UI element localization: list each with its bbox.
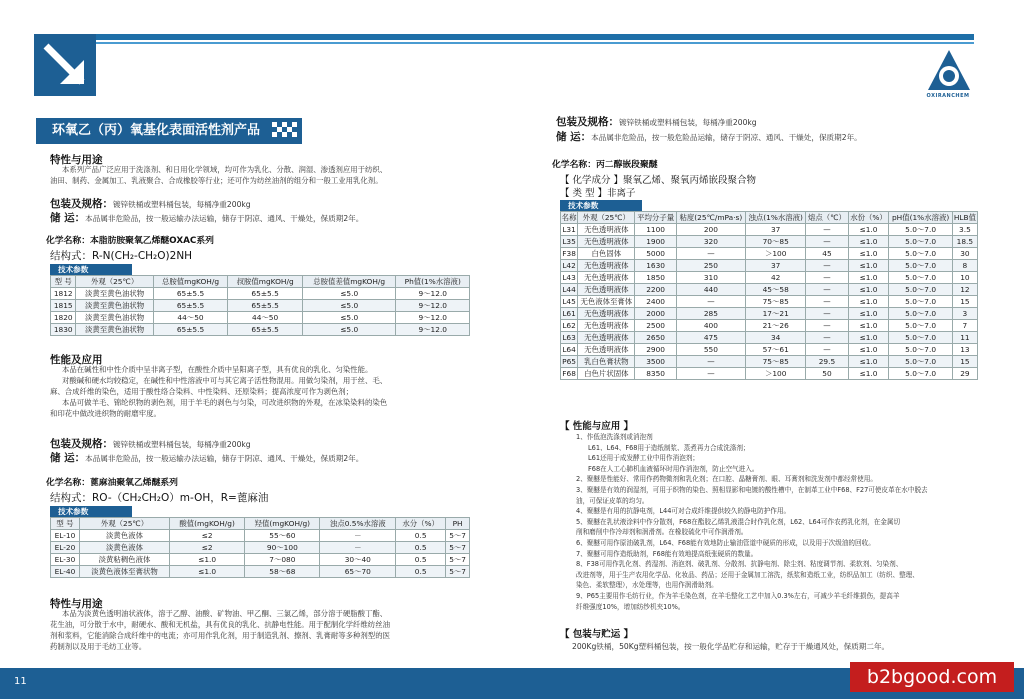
table-row (51, 312, 470, 324)
table-header: 叔胺值mgKOH/g (228, 276, 303, 288)
performance-list (576, 432, 980, 612)
table-cell: ≤5.0 (302, 288, 396, 300)
table-cell: 2400 (635, 296, 676, 308)
text-line: 改进剂等，用于生产农用化学品、化妆品、药品；还用于金属加工溶洗，纸浆和造纸工业，纺织品加工（纺织、整理、 (576, 570, 919, 579)
section-heading: 【 包装与贮运 】 (560, 629, 634, 640)
store-line (50, 206, 470, 225)
table-cell: 淡黄至黄色油状物 (76, 312, 153, 324)
table-cell: 9～12.0 (396, 288, 470, 300)
composition: 【 化学成分 】聚氧乙烯、聚氧丙烯嵌段聚合物 (560, 175, 757, 186)
table-header: 水份（%） (848, 212, 889, 224)
text-line: 和印花中做改进织物的耐磨牢度。 (50, 409, 161, 418)
table-header: pH值(1%水溶液) (889, 212, 952, 224)
table-cell: 5.0～7.0 (889, 332, 952, 344)
table-row (51, 566, 470, 578)
table-title: 技术参数 (560, 200, 642, 211)
table-cell: 1100 (635, 224, 676, 236)
store-text: 本品属非危险品，按一般运输办法运输，储存于阴凉、通风、干燥处，保质期2年。 (85, 214, 364, 223)
text-line: 4、聚醚是有用的抗静电剂，L44可对合成纤维提供较久的静电防护作用。 (576, 507, 791, 516)
chemical-name: 化学名称：本脂肪胺聚氧乙烯醚OXAC系列 (46, 236, 214, 246)
table-header: 浊点(1%水溶液) (746, 212, 806, 224)
table-row (561, 344, 978, 356)
text-line: 本品在碱性和中性介质中呈非离子型，在酸性介质中呈阳离子型，具有优良的乳化、匀染性能。 (62, 365, 373, 374)
table-header: 羟值(mgKOH/g) (245, 518, 320, 530)
table-cell: 白色片状固体 (578, 368, 635, 380)
table-cell: — (806, 284, 848, 296)
text-line: 本品为淡黄色透明油状液体，溶于乙醇、油酸、矿物油、甲乙酮、三氯乙烯，部分溶于硬脂酸丁酯、 (62, 609, 388, 618)
chemical-name: 化学名称：蓖麻油聚氧乙烯醚系列 (46, 478, 178, 488)
table-cell: ＞100 (746, 248, 806, 260)
table-cell: 12 (952, 284, 977, 296)
text-line: 1、作低泡洗涤剂或消泡剂 (576, 433, 653, 441)
table-cell: 55～60 (245, 530, 320, 542)
table-row (51, 300, 470, 312)
table-cell: EL-30 (51, 554, 80, 566)
table-cell: 65±5.5 (153, 300, 228, 312)
table-cell: 200 (676, 224, 745, 236)
text-line: 油田、制药、金属加工、乳液聚合、合成橡胶等行业；还可作为纺丝油剂的组分和一般工业用乳化剂。 (50, 176, 383, 185)
text-line: 麻、合成纤维的染色，适用于酸性络合染料、中性染料、还原染料；提高浓度可作为剥色剂； (50, 387, 354, 396)
section-heading: 特性与用途 (50, 598, 103, 610)
table-cell: — (806, 236, 848, 248)
table-cell: — (676, 368, 745, 380)
table-cell: 5.0～7.0 (889, 368, 952, 380)
table-cell: — (806, 296, 848, 308)
table-cell: 1812 (51, 288, 76, 300)
store-label: 储 运： (50, 212, 86, 224)
company-logo-icon (924, 46, 974, 94)
table-cell: 5.0～7.0 (889, 272, 952, 284)
table-cell: 65±5.5 (153, 324, 228, 336)
table-cell: 30～40 (320, 554, 396, 566)
table-cell: 37 (746, 260, 806, 272)
table-cell: － (320, 530, 396, 542)
table-cell: 无色透明液体 (578, 332, 635, 344)
table-cell: 淡黄色液体 (79, 542, 169, 554)
table-cell: 400 (676, 320, 745, 332)
store-line (50, 446, 470, 465)
table-cell: ≤1.0 (848, 368, 889, 380)
table-cell: ≤5.0 (302, 312, 396, 324)
text-line: 染色、柔软整理），水处理等，也用作润滑助剂。 (576, 581, 718, 590)
table-cell: 42 (746, 272, 806, 284)
table-cell: 9～12.0 (396, 300, 470, 312)
table-cell: — (806, 308, 848, 320)
table-cell: 1830 (51, 324, 76, 336)
table-row (561, 368, 978, 380)
table-cell: — (676, 248, 745, 260)
table-cell: F68 (562, 369, 576, 378)
table-cell: 34 (746, 332, 806, 344)
table-cell: — (806, 272, 848, 284)
table-cell: 2900 (635, 344, 676, 356)
table-cell: 5.0～7.0 (889, 320, 952, 332)
table-cell: ＞100 (746, 368, 806, 380)
table-cell: 3.5 (952, 224, 977, 236)
pack-text: 镀锌铁桶或塑料桶包装，每桶净重200kg (619, 118, 757, 127)
table-row (51, 530, 470, 542)
text-line: 药制剂以及用于毛纺工业等。 (50, 642, 147, 651)
table-cell: 5.0～7.0 (889, 296, 952, 308)
logo-text: OXIRANCHEM (926, 93, 970, 99)
table-cell: L31 (562, 225, 576, 234)
table-header: 粘度(25℃/mPa·s) (676, 212, 745, 224)
table-cell: 18.5 (952, 236, 977, 248)
table-cell: EL-40 (51, 566, 80, 578)
table-row (561, 260, 978, 272)
table-cell: 65±5.5 (228, 300, 303, 312)
store-line (556, 125, 976, 144)
table-cell: 3500 (635, 356, 676, 368)
table-cell: 65～70 (320, 566, 396, 578)
table-cell: 无色透明液体 (578, 260, 635, 272)
table-cell: L42 (562, 261, 576, 270)
store-label: 储 运： (50, 452, 86, 464)
table-cell: — (676, 356, 745, 368)
table-cell: 29.5 (806, 356, 848, 368)
table-cell: 65±5.5 (228, 324, 303, 336)
table-cell: ≤5.0 (302, 324, 396, 336)
table-cell: 2500 (635, 320, 676, 332)
table-header: 酸值(mgKOH/g) (170, 518, 245, 530)
table-cell: 0.5 (396, 566, 446, 578)
table-cell: 1630 (635, 260, 676, 272)
table-cell: 淡黄色液体 (79, 530, 169, 542)
table-cell: 5～7 (446, 566, 470, 578)
table-cell: 29 (952, 368, 977, 380)
table-row (51, 324, 470, 336)
table-cell: 320 (676, 236, 745, 248)
table-cell: 37 (746, 224, 806, 236)
text-line: L61还用于成发酵工业中用作消泡剂； (588, 454, 699, 463)
section-body (50, 164, 470, 186)
table-header: 型 号 (51, 518, 80, 530)
text-line: 9、P65主要用作毛纺行业，作为羊毛染色剂，在羊毛整化工艺中加入0.3%左右，可减少羊毛纤维损伤，提高羊 (576, 591, 900, 600)
table-cell: 57～61 (746, 344, 806, 356)
table-header: 外观（25℃） (578, 212, 635, 224)
table-cell: L61 (562, 309, 576, 318)
header-bar (34, 34, 974, 40)
table-cell: ≤1.0 (848, 296, 889, 308)
table-cell: － (320, 542, 396, 554)
table-cell: 17～21 (746, 308, 806, 320)
section-body (50, 364, 472, 419)
table-cell: ≤1.0 (848, 356, 889, 368)
table-cell: 淡黄至黄色油状物 (76, 324, 153, 336)
table-cell: L45 (562, 297, 576, 306)
table-cell: 0.5 (396, 542, 446, 554)
table-header: 熔点（℃） (806, 212, 848, 224)
table-cell: 45～58 (746, 284, 806, 296)
section-heading: 【 性能与应用 】 (560, 421, 634, 432)
table-row (51, 288, 470, 300)
table-row (561, 284, 978, 296)
pack-label: 包装及规格： (50, 198, 113, 210)
table-cell: ≤5.0 (302, 300, 396, 312)
table-cell: 11 (952, 332, 977, 344)
table-cell: 475 (676, 332, 745, 344)
structural-formula: 结构式：R-N(CH₂-CH₂O)2NH (50, 250, 193, 262)
table-cell: 550 (676, 344, 745, 356)
table-header: PH (446, 518, 470, 530)
table-cell: 9～12.0 (396, 312, 470, 324)
table-cell: 无色液体至膏体 (578, 296, 635, 308)
table-cell: L62 (562, 321, 576, 330)
table-cell: ≤1.0 (848, 260, 889, 272)
table-cell: 0.5 (396, 554, 446, 566)
table-cell: 45 (806, 248, 848, 260)
text-line: 3、聚醚是有效的润湿剂，可用于织物的染色、照相显影和电镀的酸性槽中，在制革工业中F68、F27可使皮革在水中脱去 (576, 485, 928, 494)
el-table (50, 506, 470, 578)
table-cell: 5.0～7.0 (889, 308, 952, 320)
text-line: 7、聚醚可用作造纸助剂，F68能有效地提高纸张硬质的数量。 (576, 549, 758, 558)
text-line: F68在人工心肺机血液循环时用作消泡剂，防止空气进入。 (588, 464, 759, 473)
table-cell: 1850 (635, 272, 676, 284)
table-cell: 7 (952, 320, 977, 332)
table-cell: 淡黄粘稠色液体 (79, 554, 169, 566)
text-line: 剂和浆料，它能消除合成纤维中的电流；亦可用作乳化剂，用于制造乳剂、擦剂、乳膏耐等多种剂型的医 (50, 631, 390, 640)
table-cell: L63 (562, 333, 576, 342)
pack-label: 包装及规格： (556, 116, 619, 128)
table-cell: — (806, 260, 848, 272)
table-cell: 1900 (635, 236, 676, 248)
section-heading: 特性与用途 (50, 154, 103, 166)
table-cell: 1820 (51, 312, 76, 324)
table-cell: — (806, 224, 848, 236)
text-line: 8、F38可用作乳化剂、药湿剂、消泡剂、破乳剂、分散剂、抗静电剂、除尘剂、粘度调节剂、柔软剂、匀染剂、 (576, 560, 903, 569)
table-cell: ≤1.0 (848, 284, 889, 296)
table-cell: 无色透明液体 (578, 320, 635, 332)
structural-formula: 结构式：RO-（CH₂CH₂O）m-OH，R=蓖麻油 (50, 492, 269, 504)
table-row (561, 356, 978, 368)
section-heading: 性能及应用 (50, 354, 103, 366)
table-header: HLB值 (953, 213, 976, 222)
pack-text: 200Kg铁桶，50Kg塑料桶包装，按一般化学品贮存和运输，贮存于干燥通风处，保质期二年。 (572, 642, 890, 651)
text-line: L61、L64、F68用于造纸制浆、蒸煮再力合成洗涤剂； (588, 443, 750, 452)
table-cell: 440 (676, 284, 745, 296)
table-cell: ≤1.0 (848, 272, 889, 284)
table-row (561, 272, 978, 284)
table-cell: ≤1.0 (848, 248, 889, 260)
table-cell: 无色透明液体 (578, 272, 635, 284)
table-cell: 50 (806, 368, 848, 380)
table-cell: 5.0～7.0 (889, 344, 952, 356)
table-cell: L64 (562, 345, 576, 354)
table-cell: 75～85 (746, 356, 806, 368)
table-cell: 7～080 (245, 554, 320, 566)
store-text: 本品属非危险品，按一般运输办法运输，储存于阴凉、通风、干燥处，保质期2年。 (85, 454, 364, 463)
table-row (561, 236, 978, 248)
table-cell: EL-10 (51, 530, 80, 542)
table-cell: — (806, 344, 848, 356)
table-cell: 无色透明液体 (578, 284, 635, 296)
table-cell: 250 (676, 260, 745, 272)
table-cell: F38 (562, 249, 576, 258)
pack-label: 包装及规格： (50, 438, 113, 450)
table-cell: ≤2 (170, 530, 245, 542)
table-header: Ph值(1%水溶液) (396, 276, 470, 288)
text-line: 削和磨削中作冷却剂和润滑剂。在橡胶硫化中可作润滑剂。 (576, 528, 748, 537)
table-title: 技术参数 (50, 264, 132, 275)
table-header: 型 号 (51, 276, 76, 288)
text-line: 花生油，可分散于水中，耐硬水、酸和无机盐，具有优良的乳化、抗静电性能。用于配制化学纤维纺丝油 (50, 620, 390, 629)
header-stripe (34, 42, 974, 44)
table-cell: 5～7 (446, 530, 470, 542)
table-cell: 无色透明液体 (578, 224, 635, 236)
table-header: 外观（25℃） (76, 276, 153, 288)
table-cell: 5～7 (446, 542, 470, 554)
table-row (561, 320, 978, 332)
table-cell: L35 (562, 237, 576, 246)
table-row (561, 296, 978, 308)
table-cell: 1815 (51, 300, 76, 312)
table-cell: 淡黄色液体至膏状物 (79, 566, 169, 578)
table-cell: 5.0～7.0 (889, 356, 952, 368)
table-cell: 白色固体 (578, 248, 635, 260)
table-cell: 淡黄至黄色油状物 (76, 300, 153, 312)
table-header: 总胺值mgKOH/g (153, 276, 228, 288)
polyether-table (560, 200, 978, 380)
table-cell: 5.0～7.0 (889, 224, 952, 236)
table-cell: P65 (562, 357, 577, 366)
table-cell: — (806, 332, 848, 344)
table-header: 浊点0.5%水溶液 (320, 518, 396, 530)
table-cell: L44 (562, 285, 576, 294)
table-cell: ≤1.0 (848, 224, 889, 236)
table-cell: 44～50 (153, 312, 228, 324)
text-line: 5、聚醚在乳状液涂料中作分散剂，F68在酯胶乙烯乳液混合时作乳化剂，L62、L64可作农药乳化剂，在金属切 (576, 517, 901, 526)
table-row (561, 224, 978, 236)
table-cell: ≤1.0 (170, 566, 245, 578)
table-cell: 13 (952, 344, 977, 356)
table-cell: — (806, 320, 848, 332)
oxac-table (50, 264, 470, 336)
table-title: 技术参数 (50, 506, 132, 517)
table-cell: 75～85 (746, 296, 806, 308)
table-header: 平均分子量 (635, 212, 676, 224)
table-cell: 285 (676, 308, 745, 320)
table-header: 外观（25℃） (79, 518, 169, 530)
table-cell: 无色透明液体 (578, 308, 635, 320)
table-cell: 5.0～7.0 (889, 236, 952, 248)
table-cell: 90～100 (245, 542, 320, 554)
text-line: 本系列产品广泛应用于洗涤剂、和日用化学领域，均可作为乳化、分散、润湿、渗透剂应用于纺织、 (62, 165, 388, 174)
table-cell: ≤1.0 (848, 332, 889, 344)
table-cell: 2000 (635, 308, 676, 320)
text-line: 纤维强度10%，增加纺纱机夹10%。 (576, 602, 685, 611)
table-cell: 0.5 (396, 530, 446, 542)
arrow-corner-icon (34, 34, 96, 96)
table-cell: 65±5.5 (153, 288, 228, 300)
table-cell: 无色透明液体 (578, 236, 635, 248)
pack-text: 镀锌铁桶或塑料桶包装，每桶净重200kg (113, 200, 251, 209)
page-title: 环氧乙（丙）氧基化表面活性剂产品 (36, 118, 292, 144)
store-label: 储 运： (556, 131, 592, 143)
table-cell: — (676, 296, 745, 308)
table-cell: 65±5.5 (228, 288, 303, 300)
table-cell: ≤1.0 (848, 236, 889, 248)
text-line: 2、聚醚是性能好、常用作药物微剂和乳化剂；在口腔、晶糖膏剂、眼、耳膏剂和洗发剂中都经常使用。 (576, 475, 877, 484)
table-cell: 5.0～7.0 (889, 248, 952, 260)
table-header: 总胺值差值mgKOH/g (302, 276, 396, 288)
text-line: 油，可保证皮革的均匀。 (576, 496, 649, 505)
table-cell: ≤1.0 (170, 554, 245, 566)
page-number: 11 (14, 676, 27, 687)
store-text: 本品属非危险品，按一般危险品运输，储存于阴凉、通风、干燥处，保质期2年。 (591, 133, 862, 142)
chemical-name: 化学名称：丙二醇嵌段聚醚 (552, 160, 658, 170)
text-line: 对酸碱和硬水均较稳定，在碱性和中性溶液中可与其它离子活性物混用。用做匀染剂，用于丝、毛、 (62, 376, 388, 385)
pack-text: 镀锌铁桶或塑料桶包装，每桶净重200kg (113, 440, 251, 449)
table-cell: 15 (952, 356, 977, 368)
table-cell: 9～12.0 (396, 324, 470, 336)
table-row (51, 554, 470, 566)
table-cell: L43 (562, 273, 576, 282)
table-cell: 8350 (635, 368, 676, 380)
table-cell: 5～7 (446, 554, 470, 566)
table-cell: 2650 (635, 332, 676, 344)
table-cell: 70～85 (746, 236, 806, 248)
table-cell: 3 (952, 308, 977, 320)
table-row (51, 542, 470, 554)
table-cell: 2200 (635, 284, 676, 296)
table-cell: ≤1.0 (848, 344, 889, 356)
table-row (561, 248, 978, 260)
table-cell: 8 (952, 260, 977, 272)
table-cell: 5.0～7.0 (889, 284, 952, 296)
table-cell: 58～68 (245, 566, 320, 578)
table-cell: 310 (676, 272, 745, 284)
table-cell: 10 (952, 272, 977, 284)
table-cell: 30 (952, 248, 977, 260)
section-body (50, 608, 474, 652)
type: 【 类 型 】非离子 (560, 188, 636, 199)
table-cell: ≤1.0 (848, 320, 889, 332)
table-row (561, 332, 978, 344)
table-cell: 5000 (635, 248, 676, 260)
text-line: 6、聚醚可用作原油破乳剂，L64、F68能有效地防止输油管道中硬质的形成，以及用于次级油的回收。 (576, 538, 875, 547)
text-line: 本品可做羊毛、锦纶织物的剥色剂，用于羊毛的剥色与匀染，可改进织物的外观，在冰染染料的染色 (62, 398, 388, 407)
table-cell: 21～26 (746, 320, 806, 332)
table-cell: 无色透明液体 (578, 344, 635, 356)
table-cell: 淡黄至黄色油状物 (76, 288, 153, 300)
table-cell: ≤1.0 (848, 308, 889, 320)
table-cell: 44～50 (228, 312, 303, 324)
table-cell: 乳白色膏状物 (578, 356, 635, 368)
table-cell: EL-20 (51, 542, 80, 554)
table-cell: 5.0～7.0 (889, 260, 952, 272)
table-row (561, 308, 978, 320)
checker-flag-icon (268, 118, 302, 144)
table-header: 水分（%） (396, 518, 446, 530)
table-header: 名称 (561, 213, 577, 222)
brand-watermark: b2bgood.com (850, 662, 1014, 692)
table-cell: 15 (952, 296, 977, 308)
table-cell: ≤2 (170, 542, 245, 554)
